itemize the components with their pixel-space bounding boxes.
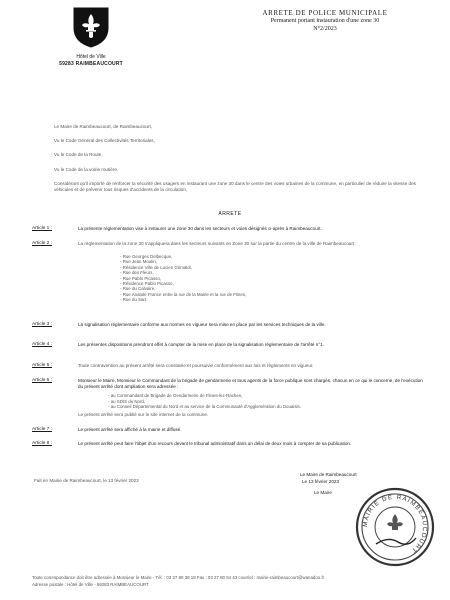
article-4-label: Article 4 :: [32, 342, 52, 347]
mayor-line-3: Le Maire: [314, 490, 332, 495]
list-item: - au SDIS du Nord,: [108, 398, 146, 404]
ampliation-list: [108, 393, 301, 410]
article-6-suffix: Le présent arrêté sera publié sur le site internet de la commune.: [78, 412, 209, 417]
article-5-text: Toute contravention au présent arrêté sera constatée et poursuivie conformément aux lois et règlements en vigueur.: [78, 363, 314, 368]
article-1-label: Article 1 :: [32, 226, 52, 231]
article-7-text: Le présent arrêté sera affiché à la mairie et diffusé.: [78, 427, 182, 432]
street-list: [120, 254, 246, 303]
article-2-text: La règlementation de la zone 30 s'appliquera dans les secteurs suivants en Zone 30 sur la partie du centre de la ville de Raimbeaucourt :: [78, 241, 357, 246]
preamble-line-3: Vu le Code de la Route,: [54, 152, 103, 157]
signature-place-date: Fait en Mairie de Raimbeaucourt, le 13 février 2023: [34, 478, 139, 483]
article-3-label: Article 3 :: [32, 322, 52, 327]
article-5-label: Article 5 :: [32, 363, 52, 368]
list-item: - Rue Anatole France entre la rue de la Mairie et la rue de Flines,: [120, 291, 247, 297]
coat-of-arms-icon: [72, 6, 110, 48]
list-item: - Rue Pablo Picasso,: [120, 275, 162, 281]
article-2-label: Article 2 :: [32, 241, 52, 246]
article-4-text: Les présentes dispositions prendront effet à compter de la mise en place de la signalisation réglementaire de l'arrêté n°1.: [78, 342, 324, 347]
document-number: N°2/2023: [313, 26, 337, 32]
preamble-considerant: Considérant qu'il importe de renforcer la sécurité des usagers en instaurant une zone 30 dans le centre des voies urbaines de la commune, en particulier de réduire la vitesse des véhicules et de prévenir tous risques d'accidents de la circulation,: [54, 181, 416, 193]
official-stamp-icon: [354, 486, 436, 568]
preamble-line-1: Le Maire de Raimbeaucourt, de Raimbeaucourt,: [54, 124, 153, 129]
document-subtitle: Permanent portant instauration d'une zone 30: [270, 18, 380, 24]
list-item: - Rue des Fleurs,: [120, 270, 154, 276]
article-6-label: Article 6 :: [32, 378, 52, 383]
article-1-text: La présente réglementation vise à instaurer une zone 30 dans les secteurs et voies désignés ci-après à Raimbeaucourt.: [78, 226, 322, 231]
mairie-name: Hôtel de Ville: [76, 54, 106, 60]
list-item: - Résidence Pablo Picasso,: [120, 281, 174, 287]
list-item: - Rue du Sart.: [120, 297, 148, 303]
footer-contact: Toute correspondance doit être adressée à Monsieur le Maire - Tél. : 03 27 80 38 18 Fax : 03 27 80 54 43 courriel : mairie-raimbeaucourt@wanadoo.fr: [32, 575, 325, 580]
list-item: - au Commandant de Brigade de Gendarmerie de Flines-lez-Raches,: [108, 393, 243, 398]
list-item: - Résidence Ville de Lucien Grimaldi,: [120, 264, 192, 270]
article-3-text: La signalisation réglementaire conforme aux normes en vigueur sera mise en place par les services techniques de la ville.: [78, 322, 326, 327]
article-8-text: Le présent arrêté peut faire l'objet d'un recours devant le tribunal administratif dans un délai de deux mois à compter de sa publication.: [78, 441, 352, 446]
document-title: ARRETE DE POLICE MUNICIPALE: [262, 9, 388, 17]
article-8-label: Article 8 :: [32, 441, 52, 446]
list-item: - Rue Georges Delbecque,: [120, 254, 173, 259]
list-item: - Rue du Calvaire,: [120, 286, 156, 292]
preamble-line-4: Vu le Code de la voirie routière,: [54, 167, 119, 172]
list-item: - Rue Jean Moulin,: [120, 259, 157, 265]
arrete-heading: ARRETE: [218, 211, 242, 217]
list-item: - au Conseil Départemental du Nord et au service de la Communauté d'Agglomération du Douaisis.: [108, 404, 301, 410]
article-7-label: Article 7 :: [32, 427, 52, 432]
mairie-address: 59283 RAIMBEAUCOURT: [59, 61, 123, 67]
preamble-line-2: Vu le Code Général des Collectivités Territoriales,: [54, 138, 155, 143]
footer-address: Adresse postale : Hôtel de Ville - 59283 RAIMBEAUCOURT: [32, 582, 149, 587]
mayor-line-1: Le Maire de Raimbeaucourt: [300, 472, 357, 477]
mayor-line-2: Le 13 février 2023: [302, 479, 340, 484]
article-6-text: Monsieur le Maire, Monsieur le Commandant de la brigade de gendarmerie et tous agents de la force publique sont chargés, chacun en ce qui le concerne, de l'exécution du présent arrêté dont ampliation sera adressée :: [78, 378, 423, 390]
stamp-text: MAIRIE DE RAIMBEAUCOURT: [361, 493, 429, 555]
